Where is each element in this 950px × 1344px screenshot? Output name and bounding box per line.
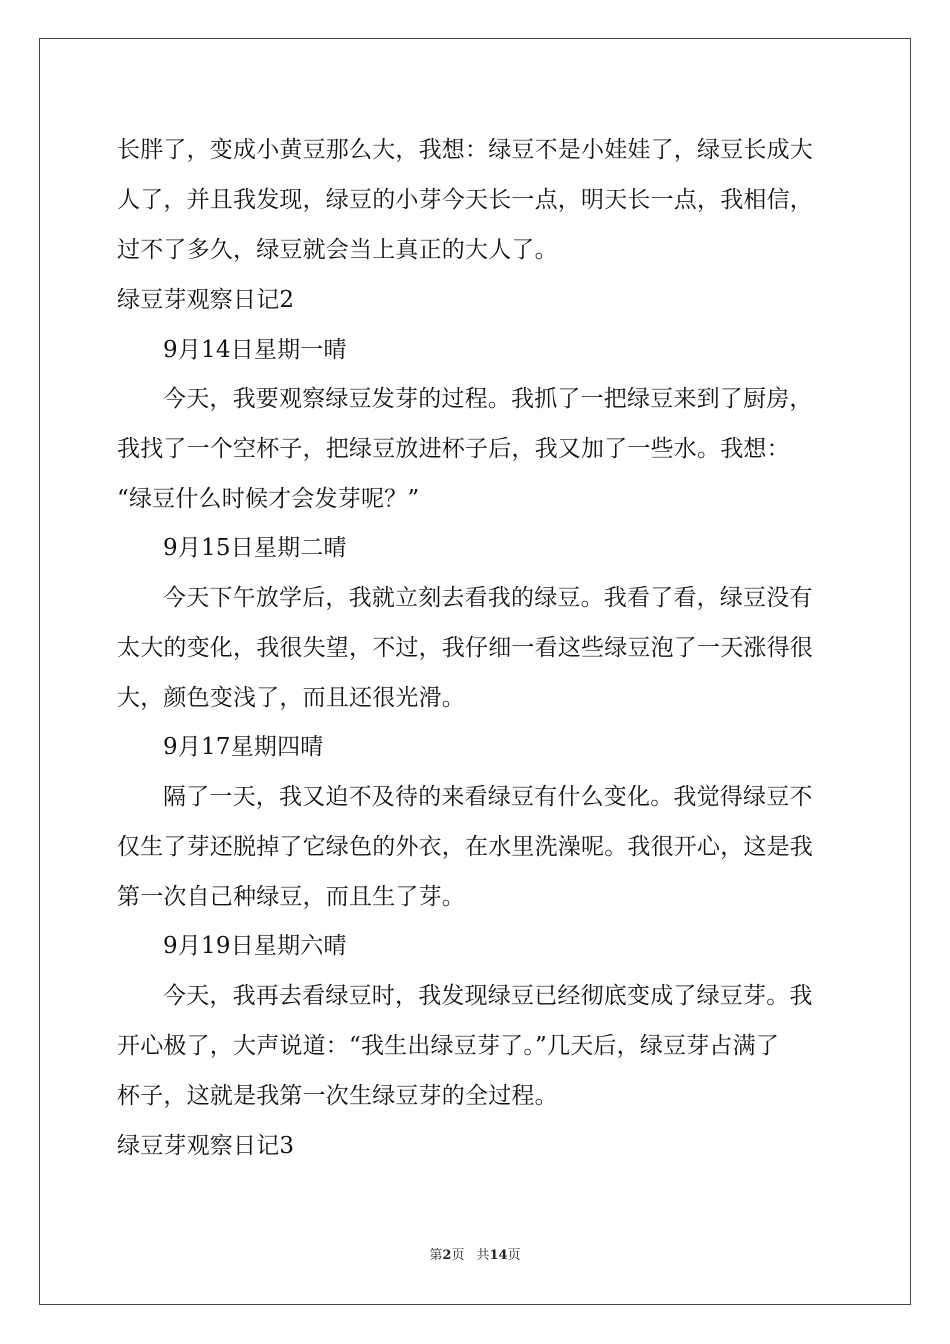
page-footer [0,1247,950,1265]
paragraph-line: 第一次自己种绿豆，而且生了芽。 [117,884,465,910]
page-suffix: 页 [451,1248,465,1263]
total-prefix: 共 [476,1248,490,1263]
page-prefix: 第 [429,1248,443,1263]
paragraph-line: 今天下午放学后，我就立刻去看我的绿豆。我看了看，绿豆没有 [163,585,813,611]
paragraph-line: 仅生了芽还脱掉了它绿色的外衣，在水里洗澡呢。我很开心，这是我 [117,834,813,860]
paragraph-line: 人了，并且我发现，绿豆的小芽今天长一点，明天长一点，我相信， [117,187,813,213]
page-border [39,38,911,1305]
total-suffix: 页 [507,1248,521,1263]
paragraph-line: “绿豆什么时候才会发芽呢？” [117,486,420,512]
paragraph-line: 过不了多久，绿豆就会当上真正的大人了。 [117,237,558,263]
diary-date: 9月14日星期一晴 [163,337,347,363]
current-page-number: 2 [442,1248,452,1263]
diary-date: 9月17星期四晴 [163,734,324,760]
diary-date: 9月19日星期六晴 [163,933,347,959]
paragraph-line: 今天，我再去看绿豆时，我发现绿豆已经彻底变成了绿豆芽。我 [163,983,813,1009]
paragraph-line: 长胖了，变成小黄豆那么大，我想：绿豆不是小娃娃了，绿豆长成大 [117,137,813,163]
paragraph-line: 我找了一个空杯子，把绿豆放进杯子后，我又加了一些水。我想： [117,436,790,462]
total-page-count: 14 [489,1248,508,1263]
paragraph-line: 开心极了，大声说道：“我生出绿豆芽了。”几天后，绿豆芽占满了 [117,1033,780,1059]
diary-date: 9月15日星期二晴 [163,535,347,561]
section-heading: 绿豆芽观察日记2 [117,287,295,313]
paragraph-line: 大，颜色变浅了，而且还很光滑。 [117,685,465,711]
section-heading: 绿豆芽观察日记3 [117,1133,295,1159]
paragraph-line: 杯子，这就是我第一次生绿豆芽的全过程。 [117,1083,558,1109]
paragraph-line: 今天，我要观察绿豆发芽的过程。我抓了一把绿豆来到了厨房， [163,386,813,412]
paragraph-line: 太大的变化，我很失望，不过，我仔细一看这些绿豆泡了一天涨得很 [117,635,813,661]
paragraph-line: 隔了一天，我又迫不及待的来看绿豆有什么变化。我觉得绿豆不 [163,784,813,810]
